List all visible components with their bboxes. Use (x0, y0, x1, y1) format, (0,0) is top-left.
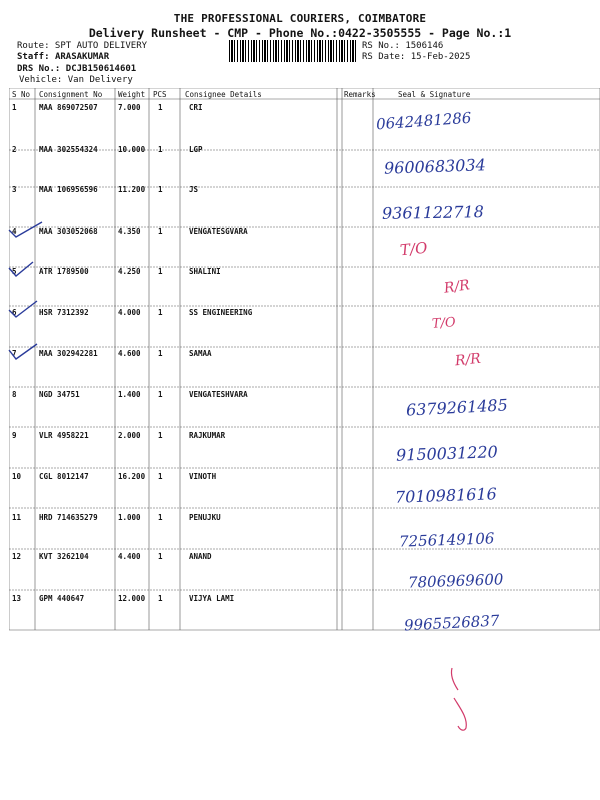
vehicle-label: Vehicle: Van Delivery (19, 75, 133, 85)
signature-row-3: 9361122718 (381, 202, 484, 223)
row-consignment-no: ATR 1789500 (39, 267, 89, 276)
row-weight: 4.350 (118, 227, 141, 236)
row-consignee: CRI (189, 103, 203, 112)
row-weight: 4.400 (118, 552, 141, 561)
row-sno: 2 (12, 145, 17, 154)
row-consignment-no: VLR 4958221 (39, 431, 89, 440)
row-pcs: 1 (158, 308, 163, 317)
tick-mark (6, 298, 40, 322)
staff-value: ARASAKUMAR (54, 52, 110, 62)
row-consignment-no: CGL 8012147 (39, 472, 89, 481)
row-weight: 16.200 (118, 472, 146, 481)
signature-row-13: 9965526837 (403, 611, 500, 635)
row-sno: 1 (12, 103, 17, 112)
row-consignee: SAMAA (189, 349, 212, 358)
barcode (229, 40, 356, 62)
col-header-pcs: PCS (153, 90, 167, 99)
row-pcs: 1 (158, 145, 163, 154)
row-pcs: 1 (158, 431, 163, 440)
row-weight: 11.200 (118, 185, 146, 194)
row-consignment-no: MAA 302942281 (39, 349, 98, 358)
tick-mark (6, 258, 36, 280)
row-sno: 13 (12, 594, 22, 603)
row-consignee: RAJKUMAR (189, 431, 226, 440)
row-consignee: SHALINI (189, 267, 221, 276)
col-header-remarks: Remarks (344, 90, 376, 99)
row-weight: 4.250 (118, 267, 141, 276)
row-sno: 7 (12, 349, 17, 358)
row-weight: 2.000 (118, 431, 141, 440)
status-row-6: T/O (431, 315, 457, 332)
signature-row-12: 7806969600 (407, 570, 504, 592)
signature-row-9: 9150031220 (395, 442, 499, 465)
row-sno: 8 (12, 390, 17, 399)
row-consignment-no: MAA 302554324 (39, 145, 98, 154)
row-sno: 5 (12, 267, 17, 276)
row-weight: 12.000 (118, 594, 146, 603)
row-sno: 9 (12, 431, 17, 440)
row-pcs: 1 (158, 594, 163, 603)
row-consignment-no: MAA 106956596 (39, 185, 98, 194)
tick-mark (6, 340, 40, 364)
row-consignee: VINOTH (189, 472, 217, 481)
signature-row-11: 7256149106 (398, 529, 495, 551)
row-consignment-no: GPM 440647 (39, 594, 85, 603)
row-consignee: VIJYA LAMI (189, 594, 235, 603)
row-pcs: 1 (158, 103, 163, 112)
runsheet-subtitle: Delivery Runsheet - CMP - Phone No.:0422-3505555 - Page No.:1 (88, 26, 512, 40)
signature-row-2: 9600683034 (383, 155, 487, 178)
signature-row-10: 7010981616 (394, 484, 498, 507)
signature-row-8: 6379261485 (405, 395, 509, 420)
row-pcs: 1 (158, 390, 163, 399)
row-consignee: PENUJKU (189, 513, 221, 522)
row-sno: 4 (12, 227, 17, 236)
drs-line (17, 64, 136, 75)
status-row-5: R/R (443, 277, 471, 297)
row-consignment-no: NGD 34751 (39, 390, 80, 399)
row-consignee: JS (189, 185, 199, 194)
row-sno: 6 (12, 308, 17, 317)
row-pcs: 1 (158, 513, 163, 522)
row-pcs: 1 (158, 552, 163, 561)
row-weight: 7.000 (118, 103, 141, 112)
staff-line (17, 52, 109, 63)
row-pcs: 1 (158, 349, 163, 358)
row-sno: 11 (12, 513, 22, 522)
row-weight: 1.400 (118, 390, 141, 399)
row-pcs: 1 (158, 472, 163, 481)
drs-value: DCJB150614601 (65, 64, 137, 74)
table-grid (9, 88, 600, 632)
col-header-consignee: Consignee Details (185, 90, 262, 99)
row-sno: 10 (12, 472, 22, 481)
col-header-sno: S No (12, 90, 31, 99)
row-consignee: VENGATESGVARA (189, 227, 248, 236)
rs-date: RS Date: 15-Feb-2025 (362, 52, 471, 62)
col-header-weight: Weight (118, 90, 146, 99)
row-pcs: 1 (158, 267, 163, 276)
route-label: Route: SPT AUTO DELIVERY (17, 41, 148, 51)
row-consignment-no: MAA 869072507 (39, 103, 98, 112)
row-weight: 4.600 (118, 349, 141, 358)
row-consignee: SS ENGINEERING (189, 308, 253, 317)
row-weight: 10.000 (118, 145, 146, 154)
drs-label: DRS No.: (17, 64, 61, 74)
col-header-seal-signature: Seal & Signature (398, 90, 471, 99)
row-consignment-no: MAA 303052068 (39, 227, 98, 236)
rs-number: RS No.: 1506146 (362, 41, 444, 51)
row-weight: 1.000 (118, 513, 141, 522)
stray-ink-mark (444, 664, 480, 734)
row-consignment-no: KVT 3262104 (39, 552, 89, 561)
row-consignee: VENGATESHVARA (189, 390, 248, 399)
row-consignee: LGP (189, 145, 203, 154)
signature-row-1: 0642481286 (375, 108, 472, 134)
col-header-consignment: Consignment No (39, 90, 103, 99)
staff-label: Staff: (17, 52, 50, 62)
row-sno: 3 (12, 185, 17, 194)
row-consignment-no: HSR 7312392 (39, 308, 89, 317)
row-pcs: 1 (158, 185, 163, 194)
tick-mark (6, 218, 46, 242)
row-weight: 4.000 (118, 308, 141, 317)
status-row-4: T/O (399, 238, 429, 260)
company-title: THE PROFESSIONAL COURIERS, COIMBATORE (173, 12, 427, 25)
row-consignee: ANAND (189, 552, 212, 561)
status-row-7: R/R (454, 350, 482, 370)
row-consignment-no: HRD 714635279 (39, 513, 98, 522)
row-sno: 12 (12, 552, 22, 561)
row-pcs: 1 (158, 227, 163, 236)
